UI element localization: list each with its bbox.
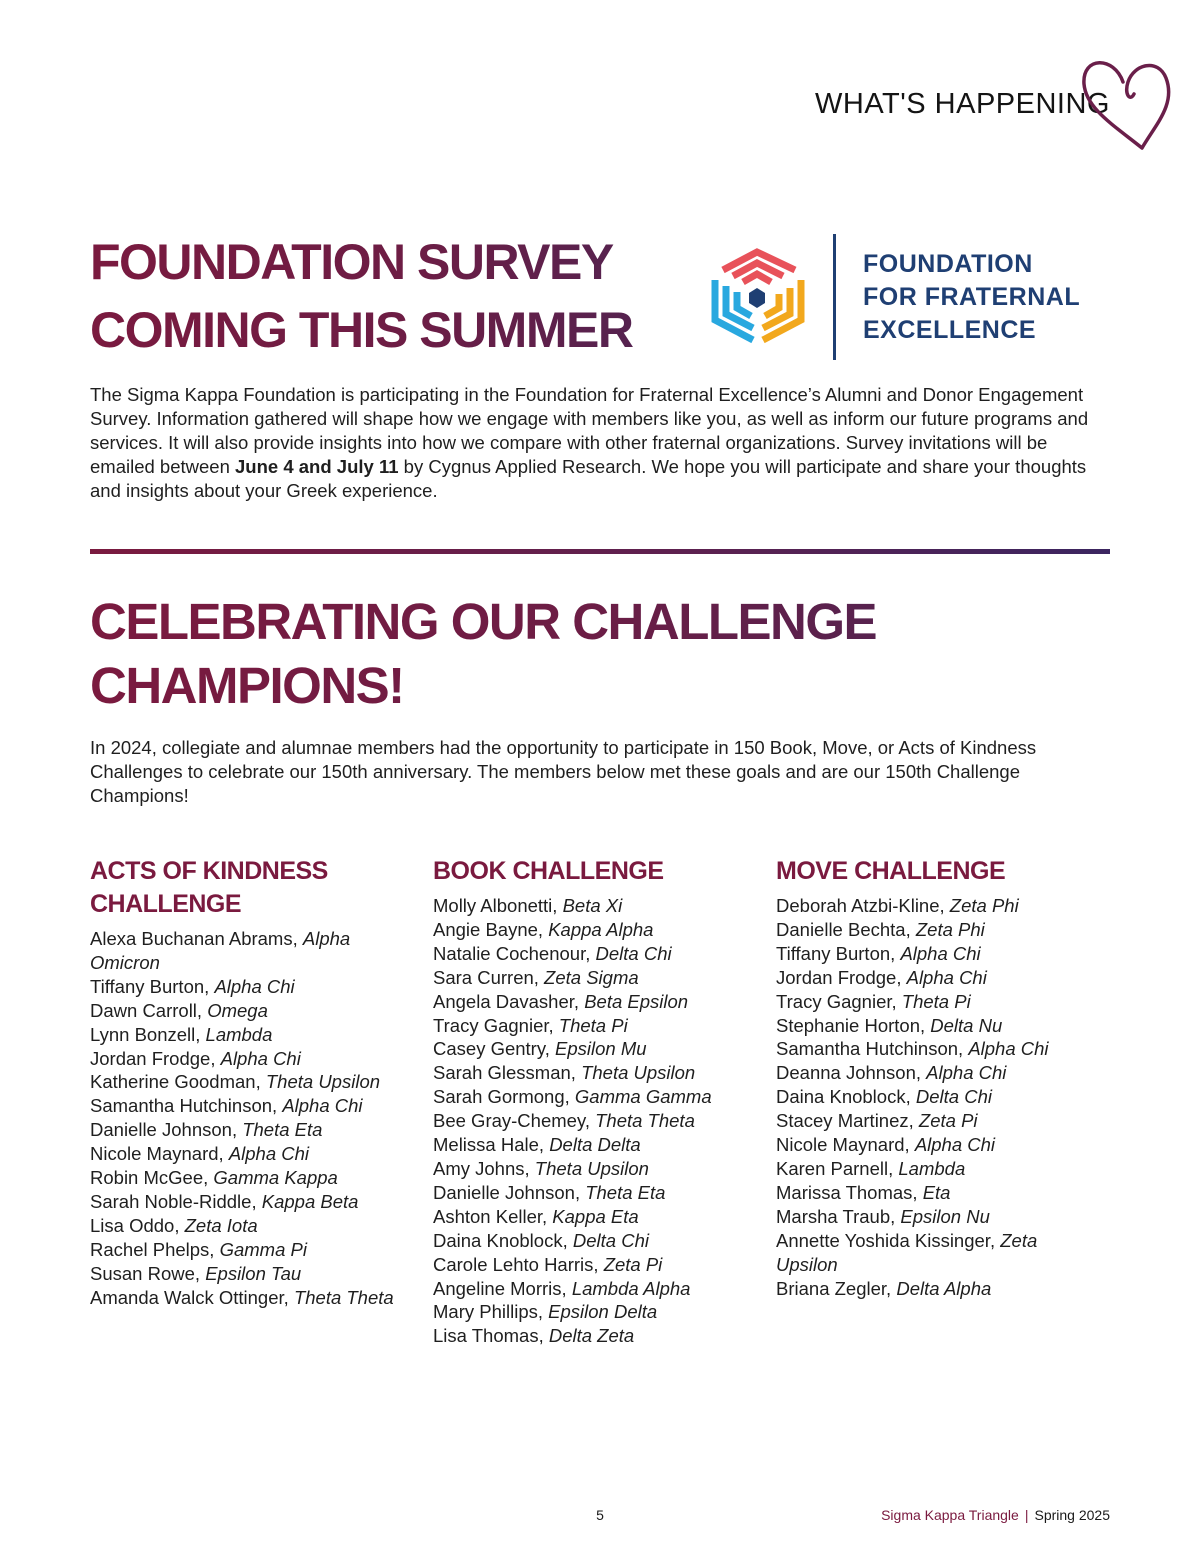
member-name: Danielle Bechta <box>776 918 906 940</box>
member-name: Jordan Frodge <box>776 966 897 988</box>
member-name: Natalie Cochenour <box>433 942 586 964</box>
member-name: Danielle Johnson <box>433 1181 575 1203</box>
member-entry: Daina Knoblock, Delta Chi <box>776 1086 992 1108</box>
member-chapter: Alpha Chi <box>926 1062 1007 1084</box>
section-divider <box>90 549 1110 554</box>
member-chapter: Lambda <box>205 1023 273 1045</box>
member-entry: Carole Lehto Harris, Zeta Pi <box>433 1253 663 1275</box>
member-entry: Angie Bayne, Kappa Alpha <box>433 918 654 940</box>
member-name: Deborah Atzbi-Kline <box>776 895 940 916</box>
member-chapter: Zeta Pi <box>603 1253 663 1275</box>
champions-title-line-2: CHAMPIONS! <box>90 654 990 718</box>
member-entry: Sarah Noble-Riddle, Kappa Beta <box>90 1190 359 1212</box>
member-name: Dawn Carroll <box>90 999 197 1021</box>
survey-body-text: The Sigma Kappa Foundation is participating in the Foundation for Fraternal Excellence’s Alumni and Donor Engagement Survey. Information gathered will shape how we engage with members like you, as well as inform our future programs and services. It will also provide insights into how we compare with other fraternal organizations. Survey invitations will be emailed between <box>90 384 1089 477</box>
member-list <box>433 894 753 1348</box>
book-challenge-heading <box>433 855 753 888</box>
member-name: Amanda Walck Ottinger <box>90 1286 284 1308</box>
member-name: Tiffany Burton <box>90 975 205 997</box>
member-chapter: Alpha Omicron <box>90 928 351 973</box>
member-name: Rachel Phelps <box>90 1238 210 1260</box>
survey-dates: June 4 and July 11 <box>235 456 399 477</box>
champions-intro: In 2024, collegiate and alumnae members had the opportunity to participate in 150 Book, Move, or Acts of Kindness Challenges to celebrate our 150th anniversary. The members below met these goals and are our 150th Challenge Champions! <box>90 737 1037 806</box>
member-entry: Karen Parnell, Lambda <box>776 1157 966 1179</box>
member-name: Alexa Buchanan Abrams <box>90 928 293 949</box>
member-chapter: Delta Alpha <box>896 1277 992 1299</box>
member-chapter: Theta Eta <box>585 1181 666 1203</box>
member-entry: Marsha Traub, Epsilon Nu <box>776 1205 990 1227</box>
member-entry: Jordan Frodge, Alpha Chi <box>90 1047 301 1069</box>
member-chapter: Theta Upsilon <box>534 1157 649 1179</box>
member-name: Nicole Maynard <box>776 1134 905 1156</box>
member-entry: Marissa Thomas, Eta <box>776 1181 951 1203</box>
member-chapter: Kappa Alpha <box>548 918 654 940</box>
champions-title-line-1: CELEBRATING OUR CHALLENGE <box>90 590 990 654</box>
member-name: Sarah Glessman <box>433 1062 571 1084</box>
footer-separator: | <box>1024 1507 1029 1523</box>
member-chapter: Gamma Pi <box>219 1238 307 1260</box>
member-entry: Stacey Martinez, Zeta Pi <box>776 1110 978 1132</box>
member-list <box>90 927 410 1310</box>
member-name: Carole Lehto Harris <box>433 1253 594 1275</box>
member-chapter: Alpha Chi <box>914 1134 996 1156</box>
survey-title-line-2: COMING THIS SUMMER <box>90 296 690 364</box>
member-entry: Mary Phillips, Epsilon Delta <box>433 1301 658 1323</box>
member-entry: Briana Zegler, Delta Alpha <box>776 1277 992 1299</box>
member-chapter: Alpha Chi <box>228 1143 310 1165</box>
member-name: Susan Rowe <box>90 1262 195 1284</box>
member-name: Angeline Morris <box>433 1277 562 1299</box>
member-entry: Danielle Johnson, Theta Eta <box>433 1181 666 1203</box>
member-entry: Deborah Atzbi-Kline, Zeta Phi <box>776 895 1019 916</box>
member-name: Danielle Johnson <box>90 1119 232 1141</box>
member-entry: Rachel Phelps, Gamma Pi <box>90 1238 307 1260</box>
member-name: Briana Zegler <box>776 1277 887 1299</box>
member-chapter: Theta Theta <box>595 1110 695 1132</box>
member-chapter: Alpha Chi <box>282 1095 363 1117</box>
book-challenge-column <box>433 855 753 1348</box>
member-chapter: Kappa Eta <box>552 1205 639 1227</box>
kindness-challenge-heading <box>90 855 410 921</box>
member-chapter: Gamma Gamma <box>574 1086 712 1108</box>
member-entry: Tracy Gagnier, Theta Pi <box>776 990 971 1012</box>
member-chapter: Alpha Chi <box>220 1047 301 1069</box>
member-chapter: Eta <box>922 1181 951 1203</box>
member-entry: Sara Curren, Zeta Sigma <box>433 966 639 988</box>
member-chapter: Gamma Kappa <box>213 1167 338 1189</box>
member-name: Tiffany Burton <box>776 942 891 964</box>
move-challenge-heading <box>776 855 1096 888</box>
member-name: Sara Curren <box>433 966 534 988</box>
member-name: Marissa Thomas <box>776 1181 913 1203</box>
member-name: Amy Johns <box>433 1157 525 1179</box>
issue-label: Spring 2025 <box>1034 1507 1110 1523</box>
member-entry: Samantha Hutchinson, Alpha Chi <box>90 1095 363 1117</box>
member-name: Daina Knoblock <box>776 1086 906 1108</box>
member-chapter: Delta Chi <box>915 1086 992 1108</box>
member-entry: Danielle Bechta, Zeta Phi <box>776 918 985 940</box>
member-name: Angela Davasher <box>433 990 574 1012</box>
member-entry: Lynn Bonzell, Lambda <box>90 1023 273 1045</box>
member-name: Mary Phillips <box>433 1301 538 1323</box>
ffe-logo-divider <box>833 234 836 360</box>
member-entry: Tracy Gagnier, Theta Pi <box>433 1014 628 1036</box>
member-name: Melissa Hale <box>433 1134 539 1156</box>
member-chapter: Kappa Beta <box>261 1190 359 1212</box>
member-entry: Katherine Goodman, Theta Upsilon <box>90 1071 381 1093</box>
publication-name: Sigma Kappa Triangle <box>881 1507 1019 1523</box>
member-entry: Robin McGee, Gamma Kappa <box>90 1167 338 1189</box>
member-entry: Tiffany Burton, Alpha Chi <box>90 975 295 997</box>
member-entry: Deanna Johnson, Alpha Chi <box>776 1062 1007 1084</box>
member-entry: Melissa Hale, Delta Delta <box>433 1134 641 1156</box>
member-name: Angie Bayne <box>433 918 538 940</box>
member-name: Ashton Keller <box>433 1205 543 1227</box>
member-name: Stacey Martinez <box>776 1110 909 1132</box>
member-chapter: Zeta Phi <box>915 918 985 940</box>
member-chapter: Theta Pi <box>901 990 971 1012</box>
member-chapter: Alpha Chi <box>900 942 981 964</box>
member-entry: Jordan Frodge, Alpha Chi <box>776 966 987 988</box>
member-chapter: Alpha Chi <box>214 975 295 997</box>
member-name: Katherine Goodman <box>90 1071 256 1093</box>
survey-title <box>90 228 690 364</box>
member-chapter: Epsilon Nu <box>900 1205 990 1227</box>
member-chapter: Zeta Sigma <box>544 966 639 988</box>
member-name: Samantha Hutchinson <box>776 1038 959 1060</box>
member-chapter: Delta Delta <box>549 1134 641 1156</box>
member-chapter: Theta Eta <box>242 1119 323 1141</box>
heading-line: CHALLENGE <box>90 890 242 918</box>
heading-line: ACTS OF KINDNESS <box>90 857 328 885</box>
survey-title-line-1: FOUNDATION SURVEY <box>90 228 690 296</box>
member-chapter: Beta Xi <box>562 895 623 916</box>
section-label: WHAT'S HAPPENING <box>815 88 1110 120</box>
member-chapter: Epsilon Mu <box>555 1038 647 1060</box>
member-entry: Daina Knoblock, Delta Chi <box>433 1229 649 1251</box>
member-chapter: Lambda <box>898 1157 966 1179</box>
member-entry: Tiffany Burton, Alpha Chi <box>776 942 981 964</box>
member-entry: Nicole Maynard, Alpha Chi <box>90 1143 310 1165</box>
member-chapter: Zeta Upsilon <box>776 1229 1038 1275</box>
member-name: Sarah Noble-Riddle <box>90 1190 252 1212</box>
member-entry: Molly Albonetti, Beta Xi <box>433 895 623 916</box>
member-entry: Bee Gray-Chemey, Theta Theta <box>433 1110 695 1132</box>
member-entry: Ashton Keller, Kappa Eta <box>433 1205 639 1227</box>
member-name: Nicole Maynard <box>90 1143 219 1165</box>
member-name: Molly Albonetti <box>433 895 553 916</box>
member-name: Lisa Thomas <box>433 1325 539 1347</box>
member-name: Bee Gray-Chemey <box>433 1110 585 1132</box>
ffe-name-line-2: FOR FRATERNAL <box>863 283 1081 311</box>
member-chapter: Omega <box>207 999 268 1021</box>
member-name: Annette Yoshida Kissinger <box>776 1229 990 1251</box>
member-entry: Dawn Carroll, Omega <box>90 999 268 1021</box>
member-entry: Annette Yoshida Kissinger, Zeta Upsilon <box>776 1229 1038 1275</box>
page-number: 5 <box>596 1507 604 1523</box>
heading-line: MOVE CHALLENGE <box>776 857 1006 885</box>
member-entry: Casey Gentry, Epsilon Mu <box>433 1038 647 1060</box>
member-name: Jordan Frodge <box>90 1047 211 1069</box>
member-name: Deanna Johnson <box>776 1062 916 1084</box>
member-name: Karen Parnell <box>776 1157 889 1179</box>
survey-body-text-end: by Cygnus Applied Research. We hope you will participate and share your thoughts and insights about your Greek experience. <box>90 456 1087 501</box>
ffe-cube-logo-icon <box>705 240 809 352</box>
member-entry: Angela Davasher, Beta Epsilon <box>433 990 689 1012</box>
member-chapter: Theta Upsilon <box>265 1071 381 1093</box>
member-chapter: Theta Pi <box>558 1014 628 1036</box>
member-entry: Natalie Cochenour, Delta Chi <box>433 942 672 964</box>
member-chapter: Alpha Chi <box>906 966 987 988</box>
member-chapter: Zeta Pi <box>918 1110 978 1132</box>
ffe-name-line-3: EXCELLENCE <box>863 316 1037 344</box>
member-name: Lisa Oddo <box>90 1214 175 1236</box>
member-chapter: Zeta Iota <box>184 1214 258 1236</box>
member-entry: Danielle Johnson, Theta Eta <box>90 1119 323 1141</box>
member-chapter: Delta Zeta <box>548 1325 635 1347</box>
member-entry: Nicole Maynard, Alpha Chi <box>776 1134 996 1156</box>
member-name: Casey Gentry <box>433 1038 545 1060</box>
footer-credit <box>881 1507 1110 1523</box>
member-chapter: Lambda Alpha <box>571 1277 691 1299</box>
member-entry: Alexa Buchanan Abrams, Alpha Omicron <box>90 928 351 973</box>
champions-title <box>90 590 990 718</box>
member-chapter: Alpha Chi <box>968 1038 1049 1060</box>
member-chapter: Delta Chi <box>572 1229 649 1251</box>
member-name: Tracy Gagnier <box>776 990 892 1012</box>
member-chapter: Theta Theta <box>293 1286 394 1308</box>
member-entry: Amanda Walck Ottinger, Theta Theta <box>90 1286 394 1308</box>
member-list <box>776 894 1096 1300</box>
member-name: Tracy Gagnier <box>433 1014 549 1036</box>
ffe-name-line-1: FOUNDATION <box>863 250 1033 278</box>
member-name: Sarah Gormong <box>433 1086 565 1108</box>
member-entry: Amy Johns, Theta Upsilon <box>433 1157 649 1179</box>
member-chapter: Epsilon Tau <box>205 1262 302 1284</box>
member-entry: Lisa Oddo, Zeta Iota <box>90 1214 258 1236</box>
member-entry: Angeline Morris, Lambda Alpha <box>433 1277 691 1299</box>
member-name: Marsha Traub <box>776 1205 891 1227</box>
kindness-challenge-column <box>90 855 410 1310</box>
ffe-logo-wordmark <box>863 248 1080 347</box>
member-chapter: Delta Nu <box>930 1014 1003 1036</box>
member-name: Stephanie Horton <box>776 1014 920 1036</box>
member-name: Daina Knoblock <box>433 1229 563 1251</box>
member-entry: Stephanie Horton, Delta Nu <box>776 1014 1003 1036</box>
member-name: Samantha Hutchinson <box>90 1095 273 1117</box>
member-entry: Samantha Hutchinson, Alpha Chi <box>776 1038 1049 1060</box>
member-entry: Sarah Glessman, Theta Upsilon <box>433 1062 696 1084</box>
member-entry: Susan Rowe, Epsilon Tau <box>90 1262 302 1284</box>
ffe-logo <box>705 232 1105 362</box>
member-entry: Sarah Gormong, Gamma Gamma <box>433 1086 712 1108</box>
member-chapter: Beta Epsilon <box>584 990 689 1012</box>
member-chapter: Epsilon Delta <box>548 1301 658 1323</box>
member-name: Robin McGee <box>90 1167 204 1189</box>
member-chapter: Delta Chi <box>595 942 672 964</box>
heart-outline-icon <box>1068 46 1178 156</box>
member-entry: Lisa Thomas, Delta Zeta <box>433 1325 635 1347</box>
member-chapter: Zeta Phi <box>949 895 1019 916</box>
member-name: Lynn Bonzell <box>90 1023 196 1045</box>
move-challenge-column <box>776 855 1096 1300</box>
member-chapter: Theta Upsilon <box>581 1062 696 1084</box>
survey-body <box>90 383 1100 503</box>
heading-line: BOOK CHALLENGE <box>433 857 664 885</box>
